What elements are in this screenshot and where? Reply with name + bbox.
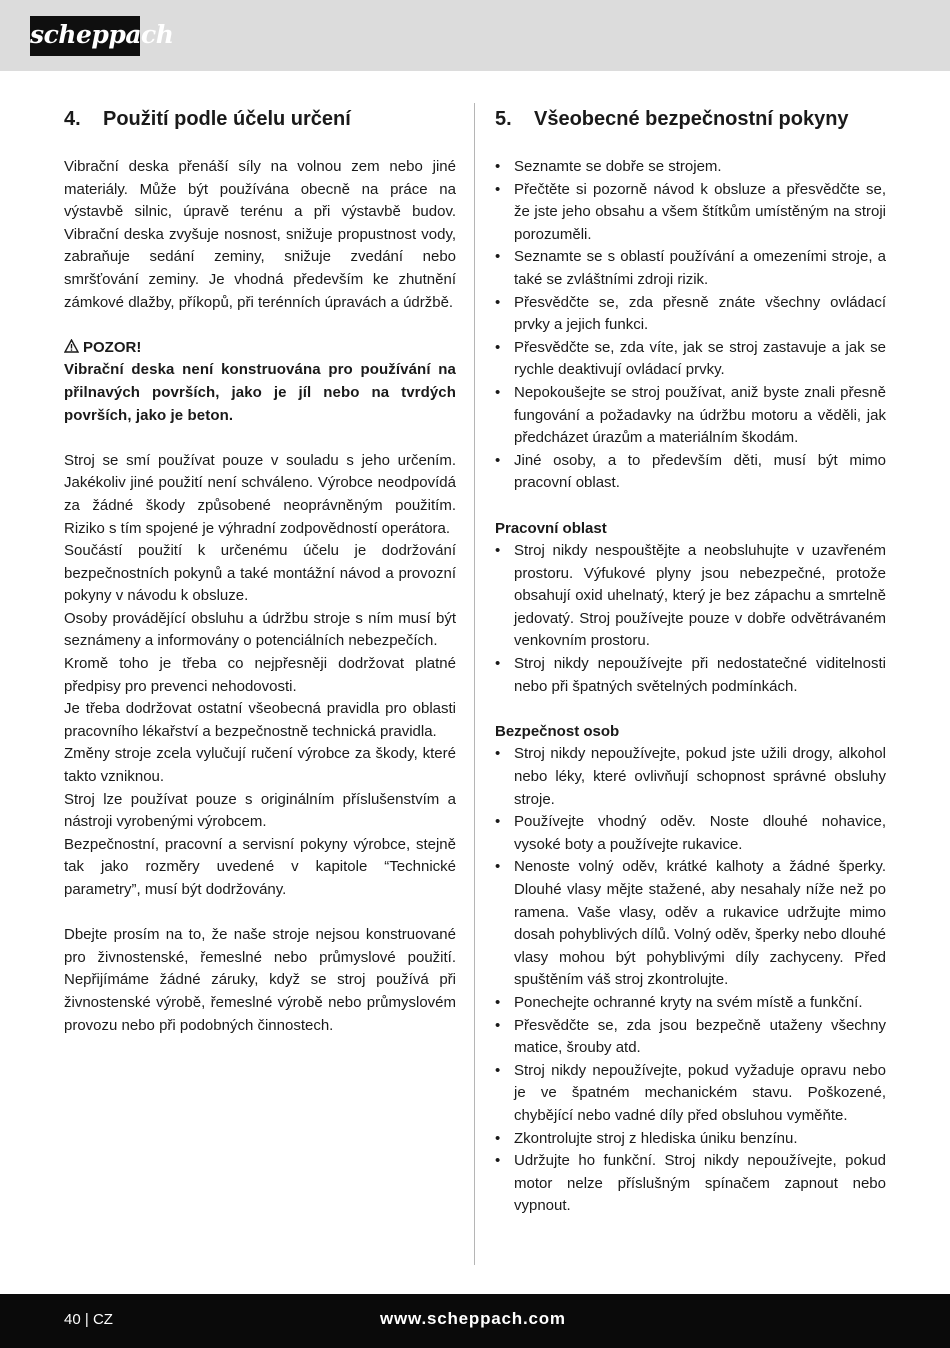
list-item: • Přesvědčte se, zda víte, jak se stroj zastavuje a jak se rychle deaktivují ovládací prvky. xyxy=(495,338,886,379)
section-title: Použití podle účelu určení xyxy=(103,108,351,130)
page-number: 40 xyxy=(64,1311,81,1328)
section-heading xyxy=(495,105,886,133)
work-area-heading: Pracovní oblast xyxy=(495,519,607,537)
list-item: • Ponechejte ochranné kryty na svém místě a funkční. xyxy=(495,993,863,1011)
list-item: • Seznamte se dobře se strojem. xyxy=(495,158,722,175)
section-intended-use xyxy=(64,105,456,1037)
list-item: • Seznamte se s oblastí používání a omezeními stroje, a také se zvláštními zdroji rizik. xyxy=(495,248,886,288)
page-footer xyxy=(0,1294,950,1348)
paragraph: Stroj se smí používat pouze v souladu s jeho určením. Jakékoliv jiné použití není schváleno. Výrobce neodpovídá za žádné škody způsobené neoprávněným použitím. Riziko s tím spojené je výhradní zodpovědností operátora. xyxy=(64,451,456,537)
paragraph: Je třeba dodržovat ostatní všeobecná pravidla pro oblasti pracovního lékařství a bezpečnostně technická pravidla. xyxy=(64,700,456,740)
page-number-label xyxy=(64,1310,113,1330)
paragraph: Kromě toho je třeba co nejpřesněji dodržovat platné předpisy pro prevenci nehodovosti. xyxy=(64,655,456,695)
list-item: • Stroj nikdy nepoužívejte při nedostatečné viditelnosti nebo při špatných světelných podmínkách. xyxy=(495,655,886,695)
list-item: • Stroj nikdy nepoužívejte, pokud vyžaduje opravu nebo je ve špatném mechanickém stavu. Poškozené, chybějící nebo vadné díly před obsluhou vyměňte. xyxy=(495,1061,886,1124)
section-number: 4. xyxy=(64,108,81,130)
column-divider xyxy=(474,103,475,1265)
page-header xyxy=(0,0,950,71)
list-item: • Používejte vhodný oděv. Noste dlouhé nohavice, vysoké boty a používejte rukavice. xyxy=(495,813,886,853)
website-link[interactable]: www.scheppach.com xyxy=(380,1309,566,1328)
list-item: • Stroj nikdy nespouštějte a neobsluhujte v uzavřeném prostoru. Výfukové plyny jsou nebezpečné, protože obsahují oxid uhelnatý, který je bez zápachu a smrtelně jedovatý. Stroj používejte pouze v dobře odvětrávaném venkovním prostoru. xyxy=(495,542,886,650)
section-title: Všeobecné bezpečnostní pokyny xyxy=(534,108,849,130)
general-safety-list xyxy=(495,156,886,495)
language-code: CZ xyxy=(92,1311,113,1328)
warning-triangle-icon xyxy=(64,339,79,353)
separator: | xyxy=(84,1311,89,1328)
paragraph: Bezpečnostní, pracovní a servisní pokyny výrobce, stejně tak jako rozměry uvedené v kapitole “Technické parametry”, musí být dodržovány. xyxy=(64,835,456,898)
personal-safety-heading: Bezpečnost osob xyxy=(495,722,620,740)
section-safety-instructions xyxy=(495,105,886,1218)
list-item: • Jiné osoby, a to především děti, musí být mimo pracovní oblast. xyxy=(495,451,886,492)
intro-paragraph: Vibrační deska přenáší síly na volnou zem nebo jiné materiály. Může být používána obecně na práce na výstavbě silnic, úpravě terénu a při výstavbě budov. Vibrační deska zvyšuje nosnost, snižuje propustnost vody, zabraňuje sedání zeminy, snižuje zvedání nebo smršťování zeminy. Je vhodná především ke zhutnění zámkové dlažby, příkopů, při terénních úpravách a údržbě. xyxy=(64,158,456,311)
paragraph: Součástí použití k určenému účelu je dodržování bezpečnostních pokynů a také montážní návod a provozní pokyny v návodu k obsluze. xyxy=(64,542,456,605)
work-area-list xyxy=(495,540,886,698)
paragraph: Osoby provádějící obsluhu a údržbu stroje s ním musí být seznámeny a informovány o potenciálních nebezpečích. xyxy=(64,609,456,650)
closing-paragraph: Dbejte prosím na to, že naše stroje nejsou konstruované pro živnostenské, řemeslné nebo průmyslové použití. Nepřijímáme žádné záruky, když se stroj používá při živnostenské výrobě, řemeslné výrobě nebo průmyslovém provozu nebo při podobných činnostech. xyxy=(64,926,456,1034)
list-item: • Nepokoušejte se stroj používat, aniž byste znali přesně fungování a požadavky na údržbu motoru a věděli, jak předcházet úrazům a materiálním škodám. xyxy=(495,383,886,447)
warning-title: POZOR! xyxy=(83,338,142,356)
list-item: • Přesvědčte se, zda přesně znáte všechny ovládací prvky a jejich funkci. xyxy=(495,293,886,334)
section-heading xyxy=(64,105,456,133)
section-number: 5. xyxy=(495,108,512,130)
paragraph: Stroj lze používat pouze s originálním příslušenstvím a nástroji vyrobenými výrobcem. xyxy=(64,790,456,831)
personal-safety-list xyxy=(495,743,886,1217)
list-item: • Nenoste volný oděv, krátké kalhoty a žádné šperky. Dlouhé vlasy mějte stažené, aby nesahaly níže než po ramena. Vaše vlasy, oděv a rukavice udržujte mimo dosah pohyblivých dílů. Volný oděv, šperky nebo dlouhé vlasy mohou být pohyblivými díly zachyceny. Před spuštěním váš stroj zkontrolujte. xyxy=(495,858,886,989)
scheppach-logo: scheppach xyxy=(30,16,140,56)
list-item: • Zkontrolujte stroj z hlediska úniku benzínu. xyxy=(495,1129,798,1147)
paragraph: Změny stroje zcela vylučují ručení výrobce za škody, které takto vzniknou. xyxy=(64,745,456,786)
list-item: • Udržujte ho funkční. Stroj nikdy nepoužívejte, pokud motor nelze příslušným spínačem zapnout nebo vypnout. xyxy=(495,1152,886,1215)
warning-text: Vibrační deska není konstruována pro používání na přilnavých površích, jako je jíl nebo na tvrdých površích, jako je beton. xyxy=(64,361,456,424)
list-item: • Přesvědčte se, zda jsou bezpečně utaženy všechny matice, šrouby atd. xyxy=(495,1016,886,1057)
warning-heading xyxy=(64,337,456,360)
list-item: • Přečtěte si pozorně návod k obsluze a přesvědčte se, že jste jeho obsahu a všem štítkům umístěným na stroji porozuměli. xyxy=(495,180,886,243)
list-item: • Stroj nikdy nepoužívejte, pokud jste užili drogy, alkohol nebo léky, které ovlivňují schopnost správné obsluhy stroje. xyxy=(495,745,886,808)
